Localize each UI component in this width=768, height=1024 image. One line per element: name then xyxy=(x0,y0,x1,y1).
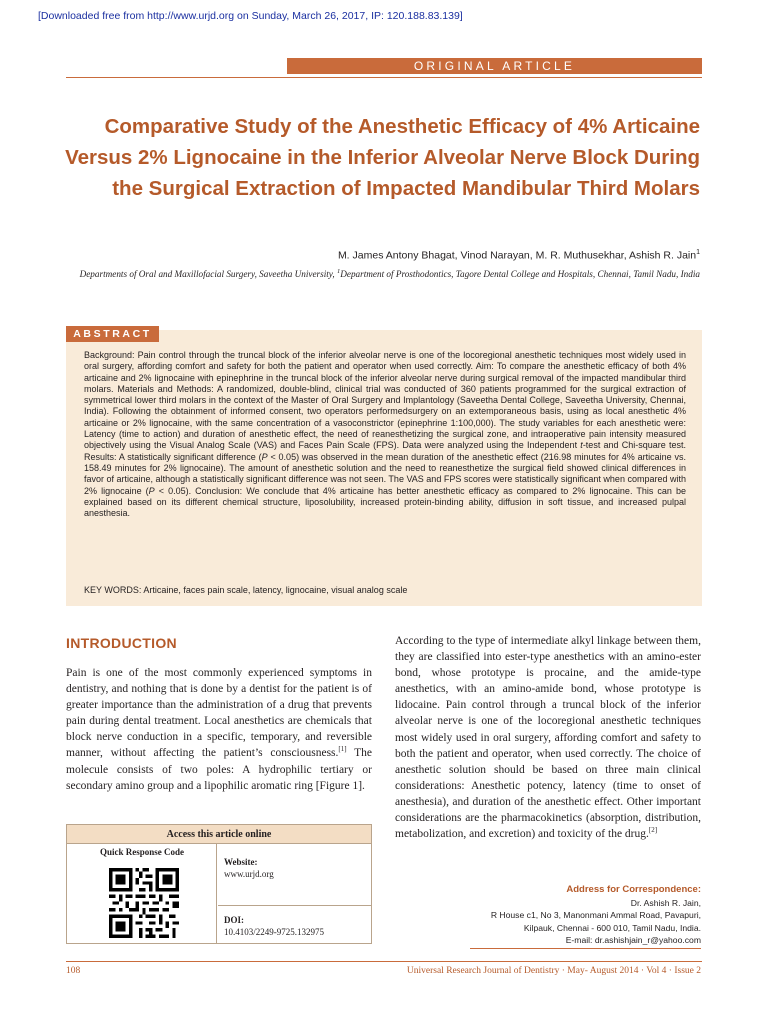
affiliation-superscript: 1 xyxy=(336,268,341,275)
correspondence-address-2: Kilpauk, Chennai - 600 010, Tamil Nadu, India. xyxy=(523,922,701,933)
abstract-text-3: < 0.05) was observed in the mean duration of the anesthetic effect (216.98 minutes for 4% articaine vs. 158.49 minutes for 2% lignocaine). The amount of anesthetic solution and the need to reanesthetize the surgical field showed clinical differences in favor of articaine, although a statistically significant difference was not seen. The VAS and FPS scores were statistically significant when compared with 2% lignocaine ( xyxy=(84,451,686,496)
intro-right-column xyxy=(395,633,701,842)
abstract-text xyxy=(84,350,686,519)
qr-code-icon[interactable] xyxy=(109,868,179,938)
page-number: 108 xyxy=(66,966,81,976)
abstract-t-italic: t xyxy=(580,440,583,451)
affiliation-part-2: Department of Prosthodontics, Tagore Dental College and Hospitals, Chennai, Tamil Nadu, India xyxy=(340,269,700,280)
authors-text: M. James Antony Bhagat, Vinod Narayan, M. R. Muthusekhar, Ashish R. Jain xyxy=(337,249,697,262)
abstract-label: ABSTRACT xyxy=(66,326,159,342)
keywords: KEY WORDS: Articaine, faces pain scale, latency, lignocaine, visual analog scale xyxy=(84,585,408,595)
correspondence-divider xyxy=(470,948,701,949)
abstract-text-2: -test and Chi-square test. Results: A statistically significant difference ( xyxy=(84,440,686,462)
introduction-heading: INTRODUCTION xyxy=(66,635,177,651)
website-label: Website: xyxy=(224,857,258,867)
website-cell xyxy=(218,844,371,906)
qr-label: Quick Response Code xyxy=(99,847,184,857)
citation-1[interactable]: [1] xyxy=(338,745,347,754)
doi-label: DOI: xyxy=(224,915,244,925)
correspondence-name: Dr. Ashish R. Jain, xyxy=(630,898,701,908)
affiliation-part-1: Departments of Oral and Maxillofacial Surgery, Saveetha University, xyxy=(79,269,337,280)
qr-cell xyxy=(67,844,217,943)
doi-cell xyxy=(218,907,371,938)
abstract-text-4: < 0.05). Conclusion: We conclude that 4% articaine has better anesthetic efficacy as compared to 2% lignocaine. This can be explained based on its different chemical structure, liposolubility, increased protein-binding ability, diffusion in soft tissue, and increased pulpal anesthesia. xyxy=(84,485,686,519)
correspondence-heading: Address for Correspondence: xyxy=(566,884,701,895)
access-box-header: Access this article online xyxy=(67,825,371,844)
abstract-p-italic-1: P xyxy=(261,451,268,462)
correspondence-address-1: R House c1, No 3, Manonmani Ammal Road, Pavapuri, xyxy=(490,910,701,921)
correspondence-email[interactable]: E-mail: dr.ashishjain_r@yahoo.com xyxy=(565,935,701,946)
header-divider xyxy=(66,77,702,78)
citation-2[interactable]: [2] xyxy=(648,826,658,835)
doi-value[interactable]: 10.4103/2249-9725.132975 xyxy=(224,927,324,937)
affiliation xyxy=(60,265,700,282)
article-type-banner: ORIGINAL ARTICLE xyxy=(287,58,702,74)
abstract-p-italic-2: P xyxy=(148,485,155,496)
journal-citation: Universal Research Journal of Dentistry · May- August 2014 · Vol 4 · Issue 2 xyxy=(406,966,701,976)
access-info-cell xyxy=(218,844,371,943)
intro-left-column xyxy=(66,665,372,794)
intro-right-text: According to the type of intermediate alkyl linkage between them, they are classified into ester-type anesthetics with an amino-ester bond, whose prototype is procaine, and the amide-type anesthetics, with an amino-amide bond, whose prototype is lidocaine. Pain control through a truncal block of the inferior alveolar nerve is one of the locoregional anesthetic techniques most widely used in oral surgery, affording comfort and safety to both the patient and operator, when used correctly. The choice of anesthetic solution should be based on three main clinical considerations: Anesthetic potency, latency (time to onset of anesthesia), and duration of the anesthetic effect. Other important considerations are the pharmacokinetics (absorption, distribution, metabolization, and excretion) and toxicity of the drug. xyxy=(395,635,701,841)
footer-divider xyxy=(66,961,702,962)
author-superscript: 1 xyxy=(696,249,700,256)
author-list xyxy=(60,249,700,262)
intro-left-text-1: Pain is one of the most commonly experienced symptoms in dentistry, and nothing that is done by a dentist for the patient is of greater importance than the administration of a drug that prevents pain during dental treatment. Local anesthetics are chemicals that block nerve conduction in a specific, temporary, and reversible manner, without affecting the patient’s consciousness. xyxy=(66,667,372,760)
abstract-text-1: Background: Pain control through the truncal block of the inferior alveolar nerve is one of the locoregional anesthetic techniques most widely used in oral surgery, affording comfort and safety for both the patient and operator when used correctly. Aim: To compare the anesthetic efficacy of both 4% articaine and 2% lignocaine with epinephrine in the truncal block of the inferior alveolar nerve during surgical removal of the impacted mandibular third molars. Materials and Methods: A randomized, double-blind, clinical trial was conducted of 360 patients programmed for the surgical extraction of symmetrical lower third molars in the context of the Master of Oral Surgery and Implantology (Saveetha Dental College, Saveetha University, Chennai, India). Following the obtainment of informed consent, two operators performedsurgery on an extemporaneous basis, using as local anesthetic 4% articaine or 2% lignocaine, with the same concentration of a vasoconstrictor (epinephrine 1:100,000). The study variables for each anesthetic were: Latency (time to action) and duration of anesthetic effect, the need of reanesthetizing the surgical zone, and intraoperative pain intensity measured objectively using the Visual Analog Scale (VAS) and Faces Pain Scale (FPS). Data were analyzed using the Independent xyxy=(84,350,686,451)
article-title: Comparative Study of the Anesthetic Efficacy of 4% Articaine Versus 2% Lignocaine in the Inferior Alveolar Nerve Block During the Surgical Extraction of Impacted Mandibular Third Molars xyxy=(65,115,700,200)
website-link[interactable]: www.urjd.org xyxy=(224,869,274,879)
intro-left-text-2: The molecule consists of two poles: A hydrophilic tertiary or secondary amino group and a lipophilic aromatic ring [Figure 1]. xyxy=(66,747,372,792)
access-online-box xyxy=(66,824,372,944)
download-note: [Downloaded free from http://www.urjd.org on Sunday, March 26, 2017, IP: 120.188.83.139] xyxy=(38,10,463,22)
correspondence-block xyxy=(470,883,701,947)
